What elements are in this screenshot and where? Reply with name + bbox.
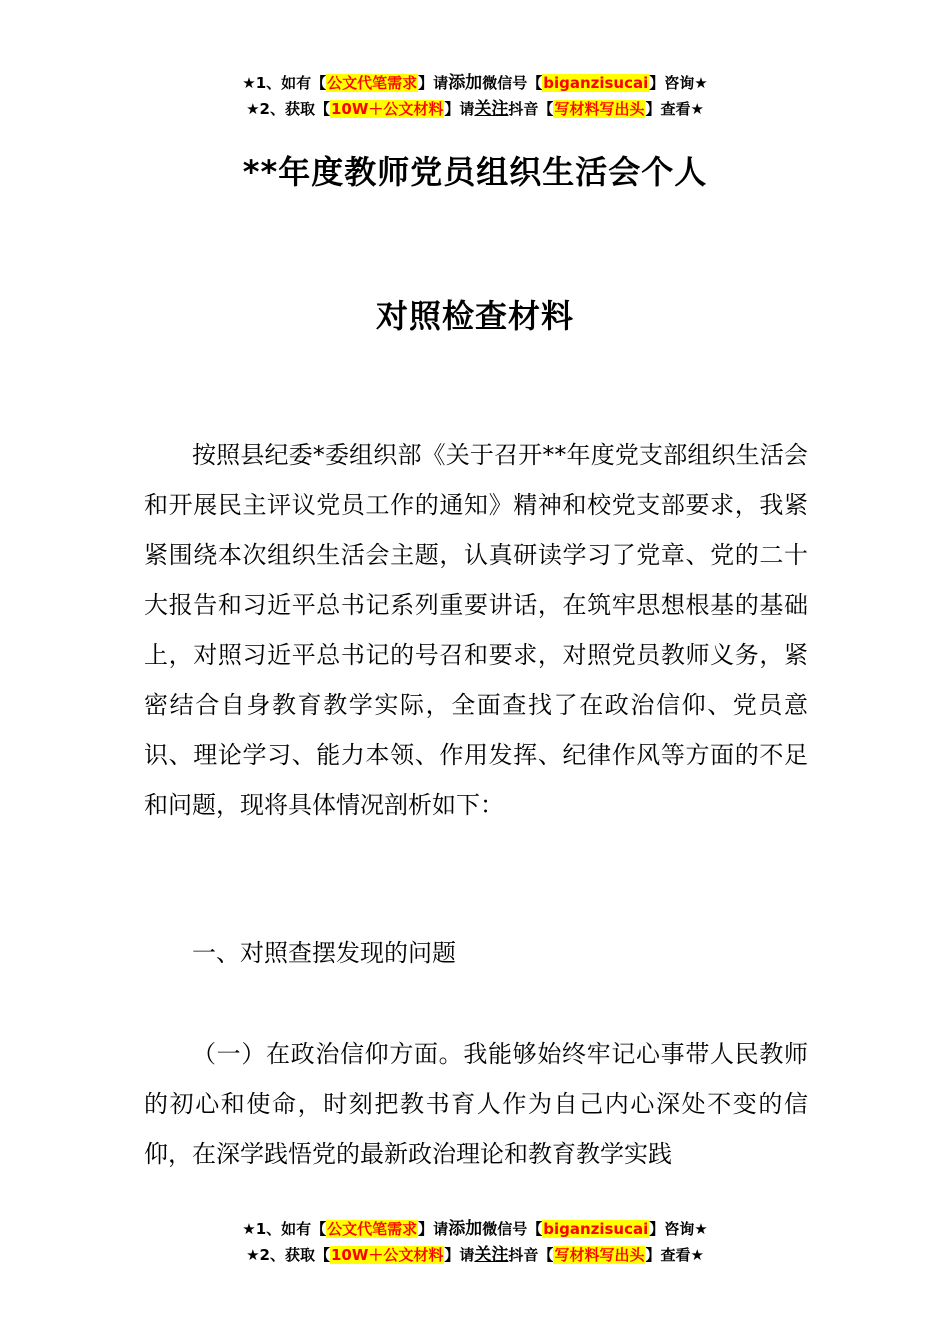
banner-text: 】查看★ <box>645 1246 704 1264</box>
bottom-banner <box>0 1216 950 1268</box>
banner-text: ★1、如有【 <box>242 74 327 92</box>
banner-line-2 <box>0 1242 950 1268</box>
banner-emphasis: 添加 <box>448 73 483 93</box>
banner-text: 抖音【 <box>508 100 554 118</box>
banner-emphasis: 关注 <box>474 1245 509 1265</box>
banner-text: 】查看★ <box>645 100 704 118</box>
banner-emphasis: 添加 <box>448 1219 483 1239</box>
banner-text: 微信号【 <box>482 74 543 92</box>
body-paragraph-intro: 按照县纪委*委组织部《关于召开**年度党支部组织生活会和开展民主评议党员工作的通知》精神和校党支部要求，我紧紧围绕本次组织生活会主题，认真研读学习了党章、党的二十大报告和习近平总书记系列重要讲话，在筑牢思想根基的基础上，对照习近平总书记的号召和要求，对照党员教师义务，紧密结合自身教育教学实际，全面查找了在政治信仰、党员意识、理论学习、能力本领、作用发挥、纪律作风等方面的不足和问题，现将具体情况剖析如下： <box>144 441 808 819</box>
banner-text: 】请 <box>444 100 475 118</box>
banner-text: 抖音【 <box>508 1246 554 1264</box>
banner-line-1 <box>0 70 950 96</box>
banner-text: ★1、如有【 <box>242 1220 327 1238</box>
banner-emphasis: 关注 <box>474 99 509 119</box>
highlight-wechat-id: biganzisucai <box>543 74 649 92</box>
document-title-line-2: 对照检查材料 <box>375 297 574 335</box>
highlight-materials: 10W＋公文材料 <box>330 100 444 118</box>
section-heading-1: 一、对照查摆发现的问题 <box>192 939 456 967</box>
top-banner <box>0 70 950 122</box>
highlight-service: 公文代笔需求 <box>327 1220 418 1238</box>
banner-text: 微信号【 <box>482 1220 543 1238</box>
highlight-materials: 10W＋公文材料 <box>330 1246 444 1264</box>
banner-text: 】咨询★ <box>649 1220 708 1238</box>
banner-text: ★2、获取【 <box>246 1246 330 1264</box>
body-paragraph-political: （一）在政治信仰方面。我能够始终牢记心事带人民教师的初心和使命，时刻把教书育人作为自己内心深处不变的信仰，在深学践悟党的最新政治理论和教育教学实践 <box>144 1040 808 1168</box>
banner-text: 】请 <box>444 1246 475 1264</box>
document-title-line-1: **年度教师党员组织生活会个人 <box>242 153 708 191</box>
banner-line-1 <box>0 1216 950 1242</box>
banner-text: ★2、获取【 <box>246 100 330 118</box>
banner-line-2 <box>0 96 950 122</box>
highlight-service: 公文代笔需求 <box>327 74 418 92</box>
highlight-wechat-id: biganzisucai <box>543 1220 649 1238</box>
highlight-douyin: 写材料写出头 <box>554 100 645 118</box>
banner-text: 】请 <box>418 1220 449 1238</box>
banner-text: 】咨询★ <box>649 74 708 92</box>
highlight-douyin: 写材料写出头 <box>554 1246 645 1264</box>
banner-text: 】请 <box>418 74 449 92</box>
